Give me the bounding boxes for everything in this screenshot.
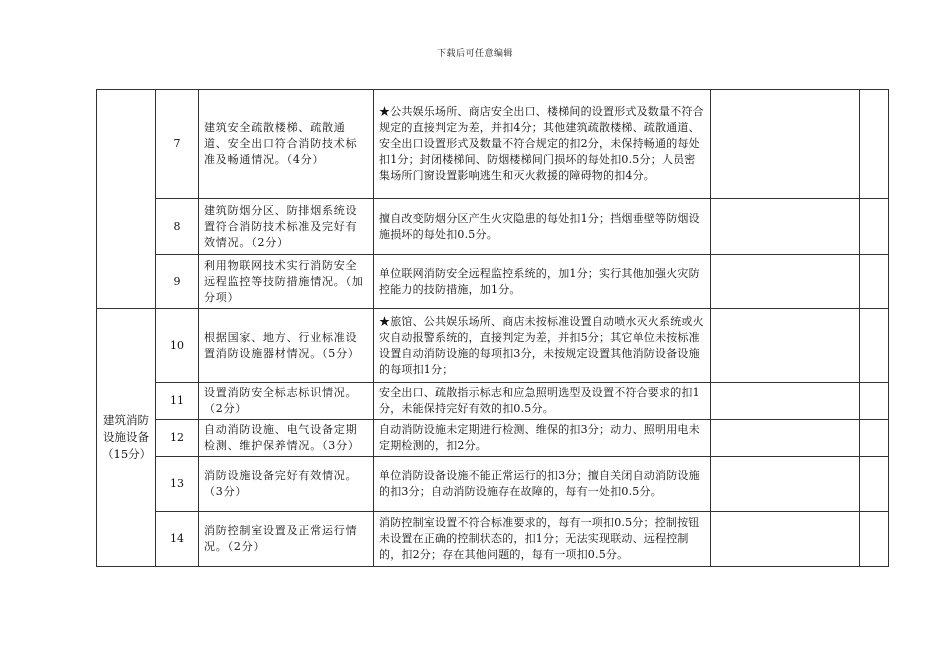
scoring-criteria: 安全出口、疏散指示标志和应急照明选型及设置不符合要求的扣1分，未能保持完好有效的扣0.5分。 bbox=[374, 383, 711, 420]
score-cell bbox=[711, 255, 860, 309]
remark-cell bbox=[860, 199, 889, 255]
remark-cell bbox=[860, 457, 889, 512]
remark-cell bbox=[860, 512, 889, 567]
check-item: 设置消防安全标志标识情况。（2分） bbox=[199, 383, 374, 420]
table-row bbox=[97, 457, 889, 512]
remark-cell bbox=[860, 90, 889, 199]
table-row bbox=[97, 309, 889, 383]
check-item: 利用物联网技术实行消防安全远程监控等技防措施情况。（加分项） bbox=[199, 255, 374, 309]
scoring-criteria: 自动消防设施未定期进行检测、维保的扣3分；动力、照明用电未定期检测的，扣2分。 bbox=[374, 420, 711, 457]
table-row bbox=[97, 199, 889, 255]
page-header: 下载后可任意编辑 bbox=[436, 49, 513, 59]
check-item: 建筑防烟分区、防排烟系统设置符合消防技术标准及完好有效情况。（2分） bbox=[199, 199, 374, 255]
scoring-criteria: ★公共娱乐场所、商店安全出口、楼梯间的设置形式及数量不符合规定的直接判定为差，并扣4分；其他建筑疏散楼梯、疏散通道、安全出口设置形式及数量不符合规定的扣2分，未保持畅通的每处扣1分；封闭楼梯间、防烟楼梯间门损坏的每处扣0.5分；人员密集场所门窗设置影响逃生和灭火救援的障碍物的扣4分。 bbox=[374, 90, 711, 199]
score-cell bbox=[711, 383, 860, 420]
score-cell bbox=[711, 309, 860, 383]
remark-cell bbox=[860, 383, 889, 420]
table-row bbox=[97, 420, 889, 457]
table-row bbox=[97, 255, 889, 309]
item-number: 9 bbox=[156, 255, 199, 309]
remark-cell bbox=[860, 420, 889, 457]
table-row bbox=[97, 512, 889, 567]
category-cell-fire-safety-facilities bbox=[97, 90, 156, 309]
scoring-criteria: 消防控制室设置不符合标准要求的，每有一项扣0.5分；控制按钮未设置在正确的控制状态的，扣1分；无法实现联动、远程控制的，扣2分；存在其他问题的，每有一项扣0.5分。 bbox=[374, 512, 711, 567]
table-row bbox=[97, 90, 889, 199]
remark-cell bbox=[860, 255, 889, 309]
score-cell bbox=[711, 512, 860, 567]
table-row bbox=[97, 383, 889, 420]
scoring-criteria: 擅自改变防烟分区产生火灾隐患的每处扣1分；挡烟垂壁等防烟设施损坏的每处扣0.5分。 bbox=[374, 199, 711, 255]
check-item: 自动消防设施、电气设备定期检测、维护保养情况。（3分） bbox=[199, 420, 374, 457]
item-number: 13 bbox=[156, 457, 199, 512]
scoring-criteria: ★旅馆、公共娱乐场所、商店未按标准设置自动喷水灭火系统或火灾自动报警系统的，直接判定为差，并扣5分；其它单位未按标准设置自动消防设施的每项扣3分，未按规定设置其他消防设备设施的每项扣1分； bbox=[374, 309, 711, 383]
check-item: 消防设施设备完好有效情况。（3分） bbox=[199, 457, 374, 512]
check-item: 建筑安全疏散楼梯、疏散通道、安全出口符合消防技术标准及畅通情况。（4分） bbox=[199, 90, 374, 199]
inspection-table bbox=[96, 89, 889, 567]
category-cell-building-fire-equipment: 建筑消防设施设备（15分） bbox=[97, 309, 156, 567]
item-number: 14 bbox=[156, 512, 199, 567]
item-number: 12 bbox=[156, 420, 199, 457]
score-cell bbox=[711, 457, 860, 512]
check-item: 消防控制室设置及正常运行情况。（2分） bbox=[199, 512, 374, 567]
score-cell bbox=[711, 90, 860, 199]
remark-cell bbox=[860, 309, 889, 383]
score-cell bbox=[711, 199, 860, 255]
item-number: 7 bbox=[156, 90, 199, 199]
item-number: 8 bbox=[156, 199, 199, 255]
item-number: 11 bbox=[156, 383, 199, 420]
scoring-criteria: 单位消防设备设施不能正常运行的扣3分；擅自关闭自动消防设施的扣3分；自动消防设施存在故障的，每有一处扣0.5分。 bbox=[374, 457, 711, 512]
item-number: 10 bbox=[156, 309, 199, 383]
check-item: 根据国家、地方、行业标准设置消防设施器材情况。（5分） bbox=[199, 309, 374, 383]
scoring-criteria: 单位联网消防安全远程监控系统的，加1分；实行其他加强火灾防控能力的技防措施，加1分。 bbox=[374, 255, 711, 309]
score-cell bbox=[711, 420, 860, 457]
